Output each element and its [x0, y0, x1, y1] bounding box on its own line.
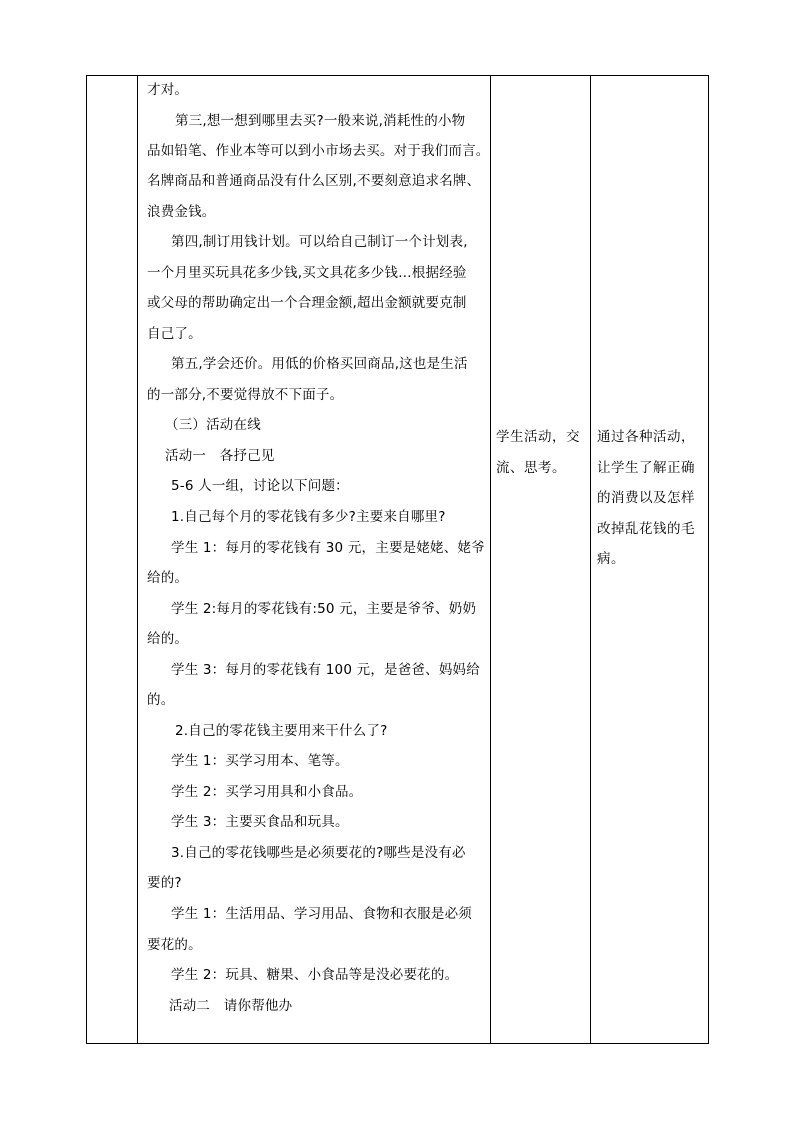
question-line: 1.自己每个月的零花钱有多少?主要来自哪里? [171, 509, 446, 525]
content-line: 学生 2：玩具、糖果、小食品等是没必要花的。 [171, 967, 459, 983]
student-activity-line: 学生活动，交 [496, 429, 580, 445]
content-line: 的一部分,不要觉得放不下面子。 [147, 387, 344, 403]
content-line: 或父母的帮助确定出一个合理金额,超出金额就要克制 [147, 295, 467, 311]
content-line: 学生 1：每月的零花钱有 30 元，主要是姥姥、姥爷 [171, 540, 485, 556]
content-line: 学生 1：生活用品、学习用品、食物和衣服是必须 [171, 906, 472, 922]
content-line: 品如铅笔、作业本等可以到小市场去买。对于我们而言。 [147, 143, 490, 159]
content-line: 要花的。 [147, 937, 202, 953]
design-intent-line: 让学生了解正确 [597, 460, 695, 476]
activity-heading: 活动二 请你帮他办 [169, 998, 293, 1014]
content-line: 的。 [147, 692, 175, 708]
section-heading: （三）活动在线 [165, 417, 261, 433]
content-line: 给的。 [147, 631, 189, 647]
teaching-content-cell [138, 76, 491, 1044]
design-intent-line: 的消费以及怎样 [597, 490, 695, 506]
question-line: 3.自己的零花钱哪些是必须要花的?哪些是没有必 [171, 845, 466, 861]
content-line: 学生 1：买学习用本、笔等。 [171, 753, 349, 769]
activity-heading: 活动一 各抒己见 [165, 448, 275, 464]
content-line: 一个月里买玩具花多少钱,买文具花多少钱…根据经验 [147, 265, 467, 281]
design-intent-line: 改掉乱花钱的毛 [597, 521, 695, 537]
content-line: 名牌商品和普通商品没有什么区别,不要刻意追求名牌、 [147, 173, 481, 189]
empty-label-cell [87, 76, 138, 1044]
content-line: 学生 2：买学习用具和小食品。 [171, 784, 363, 800]
content-line: 自己了。 [147, 326, 202, 342]
content-line: 学生 3：每月的零花钱有 100 元，是爸爸、妈妈给 [171, 662, 480, 678]
content-line: 第三,想一想到哪里去买?一般来说,消耗性的小物 [175, 113, 466, 129]
student-activity-line: 流、思考。 [496, 460, 566, 476]
content-line: 第五,学会还价。用低的价格买回商品,这也是生活 [171, 356, 468, 372]
content-line: 浪费金钱。 [147, 204, 216, 220]
content-line: 给的。 [147, 570, 189, 586]
design-intent-line: 通过各种活动， [597, 429, 695, 445]
design-intent-line: 病。 [597, 551, 625, 567]
content-line: 5-6 人一组，讨论以下问题： [171, 478, 349, 494]
content-line: 才对。 [147, 82, 189, 98]
content-line: 学生 2:每月的零花钱有:50 元，主要是爷爷、奶奶 [171, 601, 477, 617]
content-line: 学生 3：主要买食品和玩具。 [171, 814, 349, 830]
lesson-plan-table [86, 75, 709, 1044]
design-intent-cell [591, 76, 709, 1044]
question-line: 2.自己的零花钱主要用来干什么了? [175, 723, 388, 739]
student-activity-cell [491, 76, 591, 1044]
content-line: 要的? [147, 875, 182, 891]
content-line: 第四,制订用钱计划。可以给自己制订一个计划表, [171, 234, 468, 250]
